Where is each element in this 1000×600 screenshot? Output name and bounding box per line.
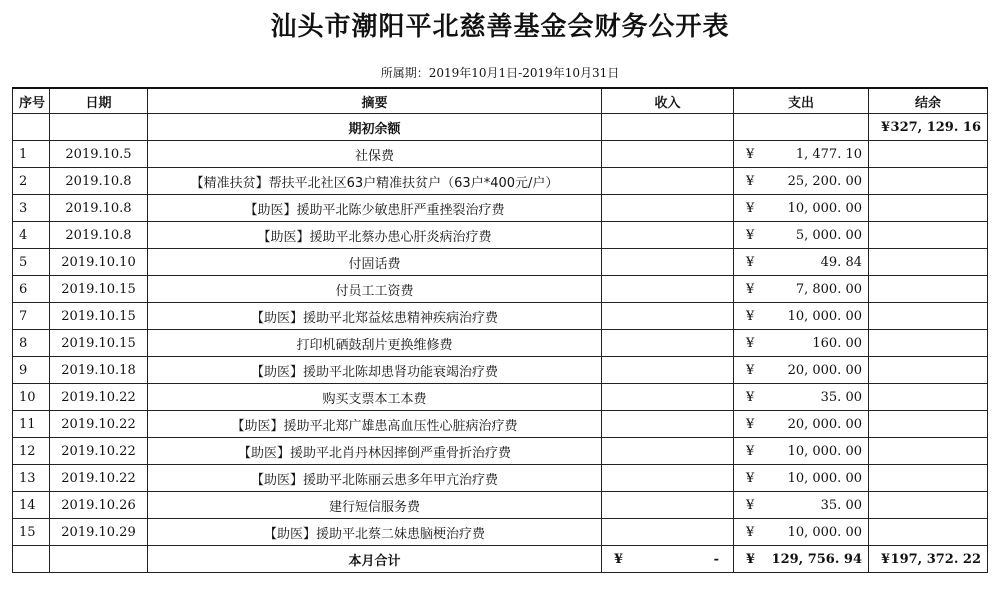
row-balance: [869, 519, 988, 546]
row-income: [602, 168, 734, 195]
currency-symbol: ¥: [746, 525, 755, 540]
ledger-body: [13, 114, 988, 546]
opening-label: 期初余额: [148, 114, 602, 141]
table-row: [13, 384, 988, 411]
row-summary: 【助医】援助平北陈却患肾功能衰竭治疗费: [148, 357, 602, 384]
table-row: [13, 195, 988, 222]
header-balance: 结余: [869, 88, 988, 114]
header-row: [13, 88, 988, 114]
opening-balance-cell: [869, 114, 988, 141]
row-seq: 12: [13, 438, 50, 465]
currency-symbol: ¥: [746, 336, 755, 351]
currency-symbol: ¥: [746, 147, 755, 162]
row-date: 2019.10.8: [50, 195, 148, 222]
currency-symbol: ¥: [746, 444, 755, 459]
table-row: [13, 141, 988, 168]
row-expense-value: 10, 000. 00: [787, 524, 862, 540]
row-balance: [869, 492, 988, 519]
finance-table: [12, 87, 988, 573]
period-value: 2019年10月1日-2019年10月31日: [428, 66, 620, 80]
row-balance: [869, 357, 988, 384]
currency-symbol: ¥: [746, 228, 755, 243]
opening-income-cell: [602, 114, 734, 141]
row-summary: 打印机硒鼓刮片更换维修费: [148, 330, 602, 357]
row-expense-cell: [734, 303, 869, 330]
row-seq: 9: [13, 357, 50, 384]
row-income: [602, 222, 734, 249]
row-balance: [869, 249, 988, 276]
table-row: [13, 222, 988, 249]
row-income: [602, 492, 734, 519]
row-balance: [869, 330, 988, 357]
table-row: [13, 357, 988, 384]
total-balance-value: 197, 372. 22: [890, 551, 981, 567]
row-summary: 建行短信服务费: [148, 492, 602, 519]
row-expense-value: 35. 00: [820, 389, 862, 405]
row-expense-cell: [734, 330, 869, 357]
row-expense-value: 10, 000. 00: [787, 308, 862, 324]
row-income: [602, 438, 734, 465]
row-income: [602, 519, 734, 546]
table-row: [13, 492, 988, 519]
row-balance: [869, 411, 988, 438]
table-row: [13, 411, 988, 438]
row-seq: 13: [13, 465, 50, 492]
row-expense-cell: [734, 222, 869, 249]
monthly-total-row: [13, 546, 988, 573]
row-income: [602, 276, 734, 303]
opening-balance-row: [13, 114, 988, 141]
row-summary: 【精准扶贫】帮扶平北社区63户精准扶贫户（63户*400元/户）: [148, 168, 602, 195]
row-expense-value: 35. 00: [820, 497, 862, 513]
opening-date-cell: [50, 114, 148, 141]
row-date: 2019.10.15: [50, 330, 148, 357]
row-date: 2019.10.15: [50, 276, 148, 303]
row-income: [602, 303, 734, 330]
row-expense-cell: [734, 357, 869, 384]
row-income: [602, 249, 734, 276]
row-seq: 3: [13, 195, 50, 222]
table-row: [13, 303, 988, 330]
row-summary: 付员工工资费: [148, 276, 602, 303]
row-expense-cell: [734, 276, 869, 303]
row-date: 2019.10.8: [50, 168, 148, 195]
total-seq-cell: [13, 546, 50, 573]
row-summary: 【助医】援助平北肖丹林因摔倒严重骨折治疗费: [148, 438, 602, 465]
header-income: 收入: [602, 88, 734, 114]
row-expense-cell: [734, 492, 869, 519]
row-date: 2019.10.15: [50, 303, 148, 330]
row-expense-value: 25, 200. 00: [787, 173, 862, 189]
row-expense-cell: [734, 411, 869, 438]
row-summary: 【助医】援助平北陈少敏患肝严重挫裂治疗费: [148, 195, 602, 222]
row-income: [602, 195, 734, 222]
currency-symbol: ¥: [746, 471, 755, 486]
row-income: [602, 141, 734, 168]
row-seq: 10: [13, 384, 50, 411]
currency-symbol: ¥: [746, 552, 756, 567]
total-income-value: -: [713, 552, 719, 567]
row-seq: 8: [13, 330, 50, 357]
total-label: 本月合计: [148, 546, 602, 573]
row-date: 2019.10.22: [50, 438, 148, 465]
row-expense-value: 10, 000. 00: [787, 200, 862, 216]
document-title: 汕头市潮阳平北慈善基金会财务公开表: [270, 12, 730, 42]
row-income: [602, 330, 734, 357]
row-seq: 4: [13, 222, 50, 249]
row-seq: 7: [13, 303, 50, 330]
row-expense-cell: [734, 438, 869, 465]
row-expense-value: 1, 477. 10: [795, 146, 862, 162]
period-label: 所属期：: [380, 66, 429, 80]
row-income: [602, 465, 734, 492]
row-seq: 6: [13, 276, 50, 303]
currency-symbol: ¥: [881, 120, 891, 135]
table-row: [13, 438, 988, 465]
row-date: 2019.10.22: [50, 465, 148, 492]
row-balance: [869, 168, 988, 195]
table-row: [13, 465, 988, 492]
row-expense-cell: [734, 249, 869, 276]
row-balance: [869, 141, 988, 168]
row-income: [602, 357, 734, 384]
opening-balance-value: 327, 129. 16: [890, 119, 981, 135]
currency-symbol: ¥: [746, 363, 755, 378]
row-summary: 【助医】援助平北蔡办患心肝炎病治疗费: [148, 222, 602, 249]
currency-symbol: ¥: [746, 498, 755, 513]
total-balance-cell: [869, 546, 988, 573]
row-summary: 【助医】援助平北蔡二妹患脑梗治疗费: [148, 519, 602, 546]
row-summary: 【助医】援助平北郑广雄患高血压性心脏病治疗费: [148, 411, 602, 438]
row-balance: [869, 438, 988, 465]
header-summary: 摘要: [148, 88, 602, 114]
row-summary: 【助医】援助平北陈丽云患多年甲亢治疗费: [148, 465, 602, 492]
row-date: 2019.10.10: [50, 249, 148, 276]
row-expense-value: 7, 800. 00: [795, 281, 862, 297]
row-expense-value: 10, 000. 00: [787, 470, 862, 486]
table-row: [13, 330, 988, 357]
currency-symbol: ¥: [746, 201, 755, 216]
row-expense-value: 20, 000. 00: [787, 362, 862, 378]
row-seq: 2: [13, 168, 50, 195]
row-seq: 5: [13, 249, 50, 276]
currency-symbol: ¥: [746, 417, 755, 432]
total-expense-cell: [734, 546, 869, 573]
header-seq: 序号: [13, 88, 50, 114]
row-expense-cell: [734, 141, 869, 168]
row-expense-cell: [734, 519, 869, 546]
row-date: 2019.10.18: [50, 357, 148, 384]
currency-symbol: ¥: [614, 552, 624, 567]
row-summary: 社保费: [148, 141, 602, 168]
header-expense: 支出: [734, 88, 869, 114]
period-line: [0, 64, 1000, 81]
row-income: [602, 384, 734, 411]
currency-symbol: ¥: [746, 255, 755, 270]
total-date-cell: [50, 546, 148, 573]
total-income-cell: [602, 546, 734, 573]
row-date: 2019.10.29: [50, 519, 148, 546]
row-balance: [869, 276, 988, 303]
row-balance: [869, 303, 988, 330]
opening-expense-cell: [734, 114, 869, 141]
table-row: [13, 168, 988, 195]
row-expense-cell: [734, 195, 869, 222]
row-summary: 付固话费: [148, 249, 602, 276]
row-expense-value: 160. 00: [812, 335, 862, 351]
row-balance: [869, 222, 988, 249]
row-income: [602, 411, 734, 438]
row-expense-cell: [734, 168, 869, 195]
row-balance: [869, 384, 988, 411]
opening-seq-cell: [13, 114, 50, 141]
row-balance: [869, 465, 988, 492]
row-date: 2019.10.8: [50, 222, 148, 249]
row-expense-cell: [734, 465, 869, 492]
row-date: 2019.10.26: [50, 492, 148, 519]
row-summary: 【助医】援助平北郑益炫患精神疾病治疗费: [148, 303, 602, 330]
row-balance: [869, 195, 988, 222]
currency-symbol: ¥: [881, 552, 891, 567]
row-seq: 1: [13, 141, 50, 168]
currency-symbol: ¥: [746, 174, 755, 189]
row-seq: 15: [13, 519, 50, 546]
row-seq: 11: [13, 411, 50, 438]
currency-symbol: ¥: [746, 390, 755, 405]
row-date: 2019.10.22: [50, 411, 148, 438]
row-summary: 购买支票本工本费: [148, 384, 602, 411]
row-expense-value: 49. 84: [820, 254, 862, 270]
row-date: 2019.10.5: [50, 141, 148, 168]
row-expense-value: 5, 000. 00: [795, 227, 862, 243]
header-date: 日期: [50, 88, 148, 114]
row-expense-cell: [734, 384, 869, 411]
total-expense-value: 129, 756. 94: [771, 551, 862, 567]
row-date: 2019.10.22: [50, 384, 148, 411]
currency-symbol: ¥: [746, 282, 755, 297]
table-row: [13, 276, 988, 303]
row-expense-value: 10, 000. 00: [787, 443, 862, 459]
table-row: [13, 519, 988, 546]
row-seq: 14: [13, 492, 50, 519]
row-expense-value: 20, 000. 00: [787, 416, 862, 432]
currency-symbol: ¥: [746, 309, 755, 324]
table-row: [13, 249, 988, 276]
